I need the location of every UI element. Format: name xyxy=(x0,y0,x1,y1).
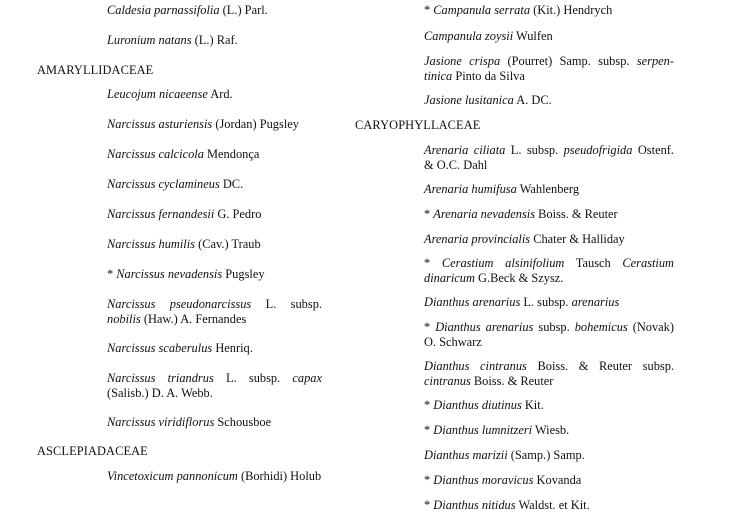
author-text: (Haw.) A. Fernandes xyxy=(140,312,247,326)
taxon-name: Narcissus cyclamineus xyxy=(107,177,220,191)
species-entry xyxy=(107,3,322,18)
author-text: Boiss. & Reuter xyxy=(535,207,618,221)
taxon-name: Jasione lusitanica xyxy=(424,93,514,107)
taxon-name: Narcissus viridiflorus xyxy=(107,415,215,429)
species-entry xyxy=(424,295,674,310)
species-entry xyxy=(424,29,674,44)
species-entry xyxy=(424,93,674,108)
author-text: Henriq. xyxy=(212,341,253,355)
family-heading: ASCLEPIADACEAE xyxy=(37,444,148,458)
author-text: Ard. xyxy=(207,87,233,101)
taxon-name: Campanula zoysii xyxy=(424,29,514,43)
author-text: (Kit.) Hendrych xyxy=(530,3,613,17)
family-heading: CARYOPHYLLACEAE xyxy=(355,118,481,132)
species-entry xyxy=(107,177,322,192)
species-entry xyxy=(107,207,322,222)
taxon-name: Narcissus asturiensis xyxy=(107,117,213,131)
taxon-name: cintranus xyxy=(424,374,471,388)
species-entry xyxy=(424,54,674,84)
species-entry xyxy=(424,207,674,222)
species-entry xyxy=(107,87,322,102)
species-entry xyxy=(107,237,322,252)
author-text: Pugsley xyxy=(222,267,265,281)
species-entry xyxy=(424,256,674,286)
species-entry xyxy=(107,469,322,484)
author-text: L. subsp. xyxy=(520,295,572,309)
taxon-name: capax xyxy=(292,371,323,385)
taxon-name: Dianthus arenarius xyxy=(435,320,534,334)
taxon-name: Dianthus cintranus xyxy=(424,359,527,373)
species-entry xyxy=(424,232,674,247)
taxon-name: Narcissus nevadensis xyxy=(116,267,223,281)
author-text: (Novak) O. Schwarz xyxy=(424,320,675,349)
taxon-name: Dianthus lumnitzeri xyxy=(433,423,533,437)
author-text: G. Pedro xyxy=(214,207,262,221)
taxon-name: Cerastium alsinifolium xyxy=(441,256,565,270)
author-text: Boiss. & Reuter subsp. xyxy=(526,359,675,373)
author-text: * xyxy=(424,473,434,487)
taxon-name: Narcissus triandrus xyxy=(107,371,214,385)
author-text: Mendonça xyxy=(203,147,260,161)
taxon-name: Cerastium dinaricum xyxy=(424,256,675,285)
taxon-name: serpen-tinica xyxy=(424,54,674,83)
species-entry xyxy=(107,341,322,356)
species-entry xyxy=(107,415,322,430)
taxon-name: Narcissus pseudonarcissus xyxy=(107,297,252,311)
taxon-name: Luronium natans xyxy=(107,33,192,47)
taxon-name: Dianthus diutinus xyxy=(433,398,522,412)
author-text: DC. xyxy=(219,177,244,191)
family-heading: AMARYLLIDACEAE xyxy=(37,63,154,77)
species-entry xyxy=(107,371,322,401)
taxon-name: Caldesia parnassifolia xyxy=(107,3,220,17)
species-entry xyxy=(424,3,674,18)
species-entry xyxy=(424,498,674,513)
author-text: * xyxy=(424,256,442,270)
author-text: Schousboe xyxy=(214,415,272,429)
taxon-name: pseudofrigida xyxy=(563,143,633,157)
author-text: (Borhidi) Holub xyxy=(237,469,322,483)
taxon-name: Dianthus marizii xyxy=(424,448,508,462)
species-entry xyxy=(424,398,674,413)
taxon-name: Narcissus humilis xyxy=(107,237,196,251)
author-text: (L.) Parl. xyxy=(219,3,268,17)
author-text: Pinto da Silva xyxy=(452,69,525,83)
taxon-name: Arenaria humifusa xyxy=(424,182,517,196)
taxon-name: Arenaria nevadensis xyxy=(433,207,536,221)
author-text: Kovanda xyxy=(533,473,582,487)
author-text: * xyxy=(424,320,436,334)
taxon-name: Arenaria provincialis xyxy=(424,232,531,246)
species-entry xyxy=(424,473,674,488)
species-entry xyxy=(107,147,322,162)
author-text: (Cav.) Traub xyxy=(195,237,261,251)
taxon-name: nobilis xyxy=(107,312,141,326)
author-text: subsp. xyxy=(533,320,575,334)
taxon-name: Leucojum nicaeense xyxy=(107,87,208,101)
author-text: * xyxy=(424,207,434,221)
author-text: G.Beck & Szysz. xyxy=(474,271,564,285)
taxon-name: arenarius xyxy=(571,295,620,309)
taxon-name: bohemicus xyxy=(574,320,628,334)
species-entry xyxy=(107,297,322,327)
taxon-name: Arenaria ciliata xyxy=(424,143,506,157)
author-text: * xyxy=(424,3,434,17)
species-entry xyxy=(424,359,674,389)
author-text: Wahlenberg xyxy=(516,182,580,196)
taxon-name: Narcissus scaberulus xyxy=(107,341,213,355)
species-entry xyxy=(107,117,322,132)
author-text: L. subsp. xyxy=(213,371,293,385)
species-entry xyxy=(424,423,674,438)
author-text: (L.) Raf. xyxy=(191,33,238,47)
author-text: Kit. xyxy=(521,398,544,412)
taxon-name: Vincetoxicum pannonicum xyxy=(107,469,238,483)
author-text: A. DC. xyxy=(513,93,552,107)
author-text: Tausch xyxy=(564,256,623,270)
taxon-name: Campanula serrata xyxy=(433,3,531,17)
taxon-name: Dianthus nitidus xyxy=(433,498,516,512)
taxon-name: Dianthus moravicus xyxy=(433,473,534,487)
author-text: (Jordan) Pugsley xyxy=(212,117,299,131)
taxon-name: Jasione crispa xyxy=(424,54,501,68)
author-text: (Samp.) Samp. xyxy=(507,448,585,462)
taxon-name: Narcissus calcicola xyxy=(107,147,204,161)
author-text: L. subsp. xyxy=(251,297,322,311)
author-text: (Salisb.) D. A. Webb. xyxy=(107,386,213,400)
author-text: L. subsp. xyxy=(505,143,564,157)
species-entry xyxy=(424,320,674,350)
author-text: * xyxy=(424,498,434,512)
species-entry xyxy=(424,448,674,463)
author-text: (Pourret) Samp. subsp. xyxy=(500,54,637,68)
author-text: * xyxy=(424,423,434,437)
author-text: Wiesb. xyxy=(532,423,570,437)
taxon-name: Dianthus arenarius xyxy=(424,295,521,309)
author-text: Waldst. et Kit. xyxy=(515,498,590,512)
species-entry xyxy=(424,143,674,173)
author-text: * xyxy=(424,398,434,412)
species-entry xyxy=(107,33,322,48)
species-entry xyxy=(424,182,674,197)
author-text: Chater & Halliday xyxy=(530,232,625,246)
author-text: * xyxy=(107,267,117,281)
author-text: Wulfen xyxy=(513,29,553,43)
species-entry xyxy=(107,267,322,282)
author-text: Boiss. & Reuter xyxy=(470,374,554,388)
author-text: Ostenf. & O.C. Dahl xyxy=(424,143,674,172)
taxon-name: Narcissus fernandesii xyxy=(107,207,215,221)
